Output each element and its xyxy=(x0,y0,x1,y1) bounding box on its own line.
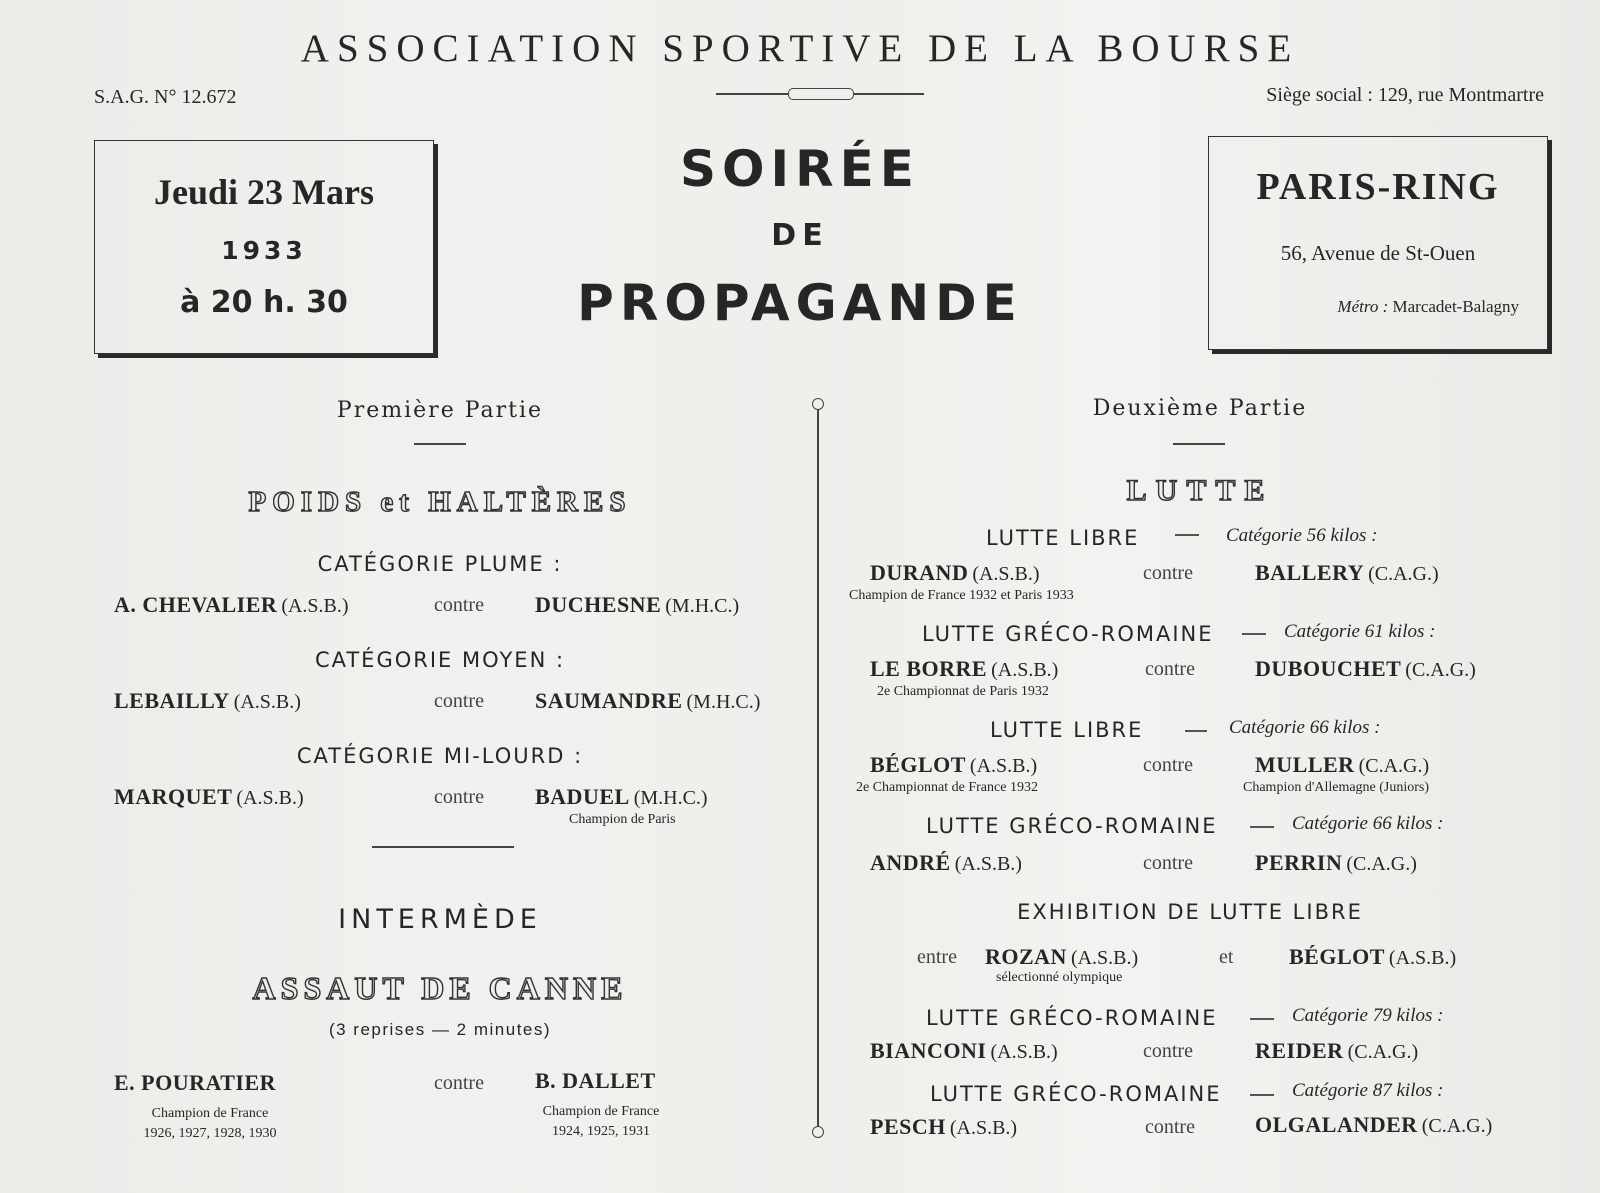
athlete-note: Champion de Paris xyxy=(569,812,676,827)
entre-label: entre xyxy=(917,946,957,968)
athlete-name: BADUEL xyxy=(535,784,630,809)
match-moyen-a xyxy=(114,688,301,714)
exhibition-b xyxy=(1289,944,1456,970)
canne-a-note1: Champion de France xyxy=(151,1106,269,1121)
athlete-name: DURAND xyxy=(870,560,969,585)
bout3-category: Catégorie 66 kilos : xyxy=(1229,717,1381,738)
bout4-category: Catégorie 66 kilos : xyxy=(1292,813,1444,834)
athlete-name: ROZAN xyxy=(985,944,1067,969)
athlete-club: (A.S.B.) xyxy=(991,659,1059,681)
metro-station: Marcadet-Balagny xyxy=(1392,297,1519,316)
contre-label: contre xyxy=(1143,852,1193,874)
match-milourd-a xyxy=(114,784,304,810)
exhibition-heading: EXHIBITION DE LUTTE LIBRE xyxy=(1017,900,1363,924)
bout5-style: LUTTE GRÉCO-ROMAINE xyxy=(926,1006,1218,1030)
title-de: DE xyxy=(771,218,829,253)
athlete-name: BÉGLOT xyxy=(1289,944,1385,969)
event-day: Jeudi 23 Mars xyxy=(154,172,374,212)
canne-athlete-a: E. POURATIER xyxy=(114,1070,277,1095)
association-title: ASSOCIATION SPORTIVE DE LA BOURSE xyxy=(300,27,1300,70)
contre-label: contre xyxy=(1145,1116,1195,1138)
divider-ring-bottom xyxy=(812,1126,824,1138)
athlete-name: REIDER xyxy=(1255,1038,1344,1063)
bout1-style: LUTTE LIBRE xyxy=(986,526,1140,550)
bout1-a xyxy=(870,560,1040,586)
athlete-name: OLGALANDER xyxy=(1255,1112,1418,1137)
athlete-club: (C.A.G.) xyxy=(1368,563,1439,585)
canne-a-note2: 1926, 1927, 1928, 1930 xyxy=(143,1126,277,1141)
athlete-name: BALLERY xyxy=(1255,560,1365,585)
athlete-club: (A.S.B.) xyxy=(969,755,1038,777)
athlete-club: (C.A.G.) xyxy=(1405,659,1476,681)
athlete-club: (A.S.B.) xyxy=(1070,947,1139,969)
contre-label: contre xyxy=(434,1072,484,1094)
contre-label: contre xyxy=(434,594,484,616)
bout5-category: Catégorie 79 kilos : xyxy=(1292,1005,1444,1026)
cat-milourd-label: CATÉGORIE MI-LOURD : xyxy=(296,744,584,768)
bout5-b xyxy=(1255,1038,1418,1064)
athlete-club: (M.H.C.) xyxy=(665,595,740,617)
title-propagande: PROPAGANDE xyxy=(577,274,1023,332)
dash xyxy=(1250,1018,1274,1020)
athlete-name: A. CHEVALIER xyxy=(114,592,278,617)
sag-number: S.A.G. N° 12.672 xyxy=(94,86,237,108)
contre-label: contre xyxy=(1143,754,1193,776)
athlete-note: Champion d'Allemagne (Juniors) xyxy=(1243,780,1430,795)
athlete-club: (A.S.B.) xyxy=(236,787,304,809)
athlete-note: sélectionné olympique xyxy=(996,970,1123,985)
header-ornament-center xyxy=(788,88,854,100)
bout6-b xyxy=(1255,1112,1492,1138)
event-year: 1933 xyxy=(221,236,307,265)
athlete-club: (M.H.C.) xyxy=(686,691,761,713)
dash xyxy=(1185,730,1207,732)
athlete-club: (C.A.G.) xyxy=(1346,853,1417,875)
cat-plume-label: CATÉGORIE PLUME : xyxy=(317,552,563,576)
siege-social: Siège social : 129, rue Montmartre xyxy=(1266,84,1544,106)
bout6-style: LUTTE GRÉCO-ROMAINE xyxy=(930,1082,1222,1106)
part2-sport: LUTTE xyxy=(1126,474,1274,507)
bout1-b xyxy=(1255,560,1439,586)
contre-label: contre xyxy=(1145,658,1195,680)
match-plume-a xyxy=(114,592,349,618)
bout2-category: Catégorie 61 kilos : xyxy=(1284,621,1436,642)
canne-b-note1: Champion de France xyxy=(542,1104,660,1119)
bout3-b xyxy=(1255,752,1429,778)
contre-label: contre xyxy=(434,786,484,808)
athlete-name: PESCH xyxy=(870,1114,946,1139)
athlete-name: DUBOUCHET xyxy=(1255,656,1402,681)
intermede-heading: INTERMÈDE xyxy=(338,904,542,935)
bout3-style: LUTTE LIBRE xyxy=(990,718,1144,742)
event-time: à 20 h. 30 xyxy=(180,285,348,320)
bout6-category: Catégorie 87 kilos : xyxy=(1292,1080,1444,1101)
athlete-name: SAUMANDRE xyxy=(535,688,683,713)
column-divider xyxy=(817,404,819,1132)
bout3-a xyxy=(870,752,1037,778)
bout2-b xyxy=(1255,656,1476,682)
contre-label: contre xyxy=(1143,1040,1193,1062)
contre-label: contre xyxy=(1143,562,1193,584)
athlete-club: (A.S.B.) xyxy=(949,1117,1018,1139)
et-label: et xyxy=(1219,946,1234,968)
part2-heading: Deuxième Partie xyxy=(1092,396,1308,421)
athlete-club: (C.A.G.) xyxy=(1358,755,1430,777)
athlete-name: BIANCONI xyxy=(870,1038,987,1063)
venue-box xyxy=(1208,136,1548,350)
bout6-a xyxy=(870,1114,1017,1140)
canne-athlete-b: B. DALLET xyxy=(535,1068,656,1093)
athlete-note: Champion de France 1932 et Paris 1933 xyxy=(849,588,1074,603)
athlete-club: (A.S.B.) xyxy=(233,691,301,713)
athlete-name: DUCHESNE xyxy=(535,592,662,617)
athlete-club: (A.S.B.) xyxy=(954,853,1022,875)
dash xyxy=(1242,633,1266,635)
match-milourd-b xyxy=(535,784,708,810)
divider-ring-top xyxy=(812,398,824,410)
metro-label: Métro : xyxy=(1337,297,1389,316)
athlete-name: MULLER xyxy=(1255,752,1355,777)
athlete-club: (A.S.B.) xyxy=(972,563,1040,585)
bout4-style: LUTTE GRÉCO-ROMAINE xyxy=(926,814,1218,838)
match-moyen-b xyxy=(535,688,760,714)
athlete-club: (M.H.C.) xyxy=(633,787,708,809)
athlete-name: ANDRÉ xyxy=(870,850,951,875)
exhibition-a xyxy=(985,944,1138,970)
match-plume-b xyxy=(535,592,739,618)
athlete-name: LE BORRE xyxy=(870,656,988,681)
bout5-a xyxy=(870,1038,1058,1064)
title-soiree: SOIRÉE xyxy=(680,140,920,198)
part1-sport: POIDS et HALTÈRES xyxy=(248,486,632,518)
athlete-name: MARQUET xyxy=(114,784,233,809)
date-box xyxy=(94,140,434,354)
athlete-note: 2e Championnat de France 1932 xyxy=(856,780,1038,795)
part1-ornament xyxy=(414,443,466,445)
athlete-note: 2e Championnat de Paris 1932 xyxy=(877,684,1049,699)
part1-divider-ornament xyxy=(372,846,514,848)
bout1-category: Catégorie 56 kilos : xyxy=(1226,525,1378,546)
dash xyxy=(1175,534,1199,536)
athlete-name: BÉGLOT xyxy=(870,752,966,777)
dash xyxy=(1250,1094,1274,1096)
venue-name: PARIS-RING xyxy=(1256,166,1500,208)
venue-address: 56, Avenue de St-Ouen xyxy=(1280,241,1476,265)
assaut-heading: ASSAUT DE CANNE xyxy=(252,970,628,1006)
canne-b-note2: 1924, 1925, 1931 xyxy=(552,1124,650,1139)
venue-metro xyxy=(1337,297,1519,317)
athlete-club: (A.S.B.) xyxy=(281,595,349,617)
cat-moyen-label: CATÉGORIE MOYEN : xyxy=(314,648,566,672)
athlete-name: LEBAILLY xyxy=(114,688,230,713)
athlete-club: (A.S.B.) xyxy=(1388,947,1457,969)
athlete-name: PERRIN xyxy=(1255,850,1343,875)
athlete-club: (C.A.G.) xyxy=(1347,1041,1419,1063)
bout4-a xyxy=(870,850,1022,876)
dash xyxy=(1250,826,1274,828)
contre-label: contre xyxy=(434,690,484,712)
part2-ornament xyxy=(1173,443,1225,445)
bout2-a xyxy=(870,656,1058,682)
reprises-text: (3 reprises — 2 minutes) xyxy=(328,1020,552,1039)
part1-heading: Première Partie xyxy=(336,398,544,423)
bout4-b xyxy=(1255,850,1417,876)
bout2-style: LUTTE GRÉCO-ROMAINE xyxy=(922,622,1214,646)
athlete-club: (A.S.B.) xyxy=(990,1041,1058,1063)
athlete-club: (C.A.G.) xyxy=(1421,1115,1493,1137)
